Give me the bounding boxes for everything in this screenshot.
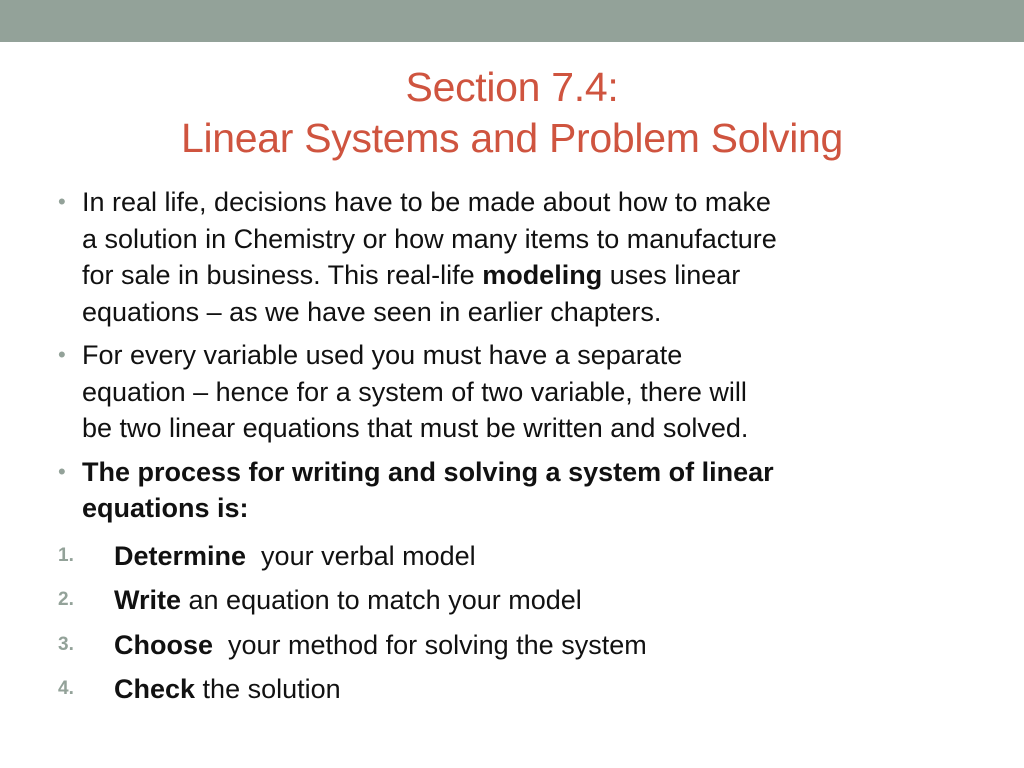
bullet-line [82,257,988,294]
step-keyword: Check [114,674,196,704]
bullet-line: In real life, decisions have to be made about how to make [82,187,771,217]
step-number: 1. [58,544,74,566]
bullet-line: equations is: [82,493,249,523]
bullet-text: uses linear [602,260,741,290]
bullet-item-variables [58,337,988,447]
step-text: the solution [195,674,341,704]
bullet-line: equations – as we have seen in earlier chapters. [82,296,662,327]
bullet-marker-icon: • [58,342,66,367]
step-keyword: Write [114,585,182,615]
slide-title-line-2: Linear Systems and Problem Solving [180,115,844,161]
step-item-1 [58,534,988,579]
step-item-2 [58,578,988,623]
bullet-line: a solution in Chemistry or how many items to manufacture [82,223,777,254]
step-keyword: Choose [114,629,214,660]
slide-title [0,62,1024,164]
step-text: your verbal model [246,540,476,571]
step-item-3 [58,623,988,668]
step-item-4 [58,667,988,712]
bullet-text: for sale in business. This real-life [82,260,483,290]
bullet-line: be two linear equations that must be written and solved. [82,413,749,443]
bullet-line: For every variable used you must have a separate [82,340,683,370]
step-text: an equation to match your model [181,585,582,615]
step-number: 4. [58,678,74,699]
slide-body [58,184,988,712]
emphasis-modeling: modeling [482,260,603,290]
bullet-item-real-life [58,184,988,330]
slide-title-line-1: Section 7.4: [405,64,619,110]
top-accent-band [0,0,1024,42]
bullet-marker-icon: • [58,189,66,214]
step-number: 2. [58,589,74,610]
step-number: 3. [58,633,74,655]
bullet-item-process [58,454,988,527]
bullet-line: The process for writing and solving a system of linear [82,456,774,487]
bullet-marker-icon: • [58,458,66,484]
step-keyword: Determine [114,540,247,571]
step-text: your method for solving the system [213,629,647,660]
bullet-line: equation – hence for a system of two variable, there will [82,376,747,407]
